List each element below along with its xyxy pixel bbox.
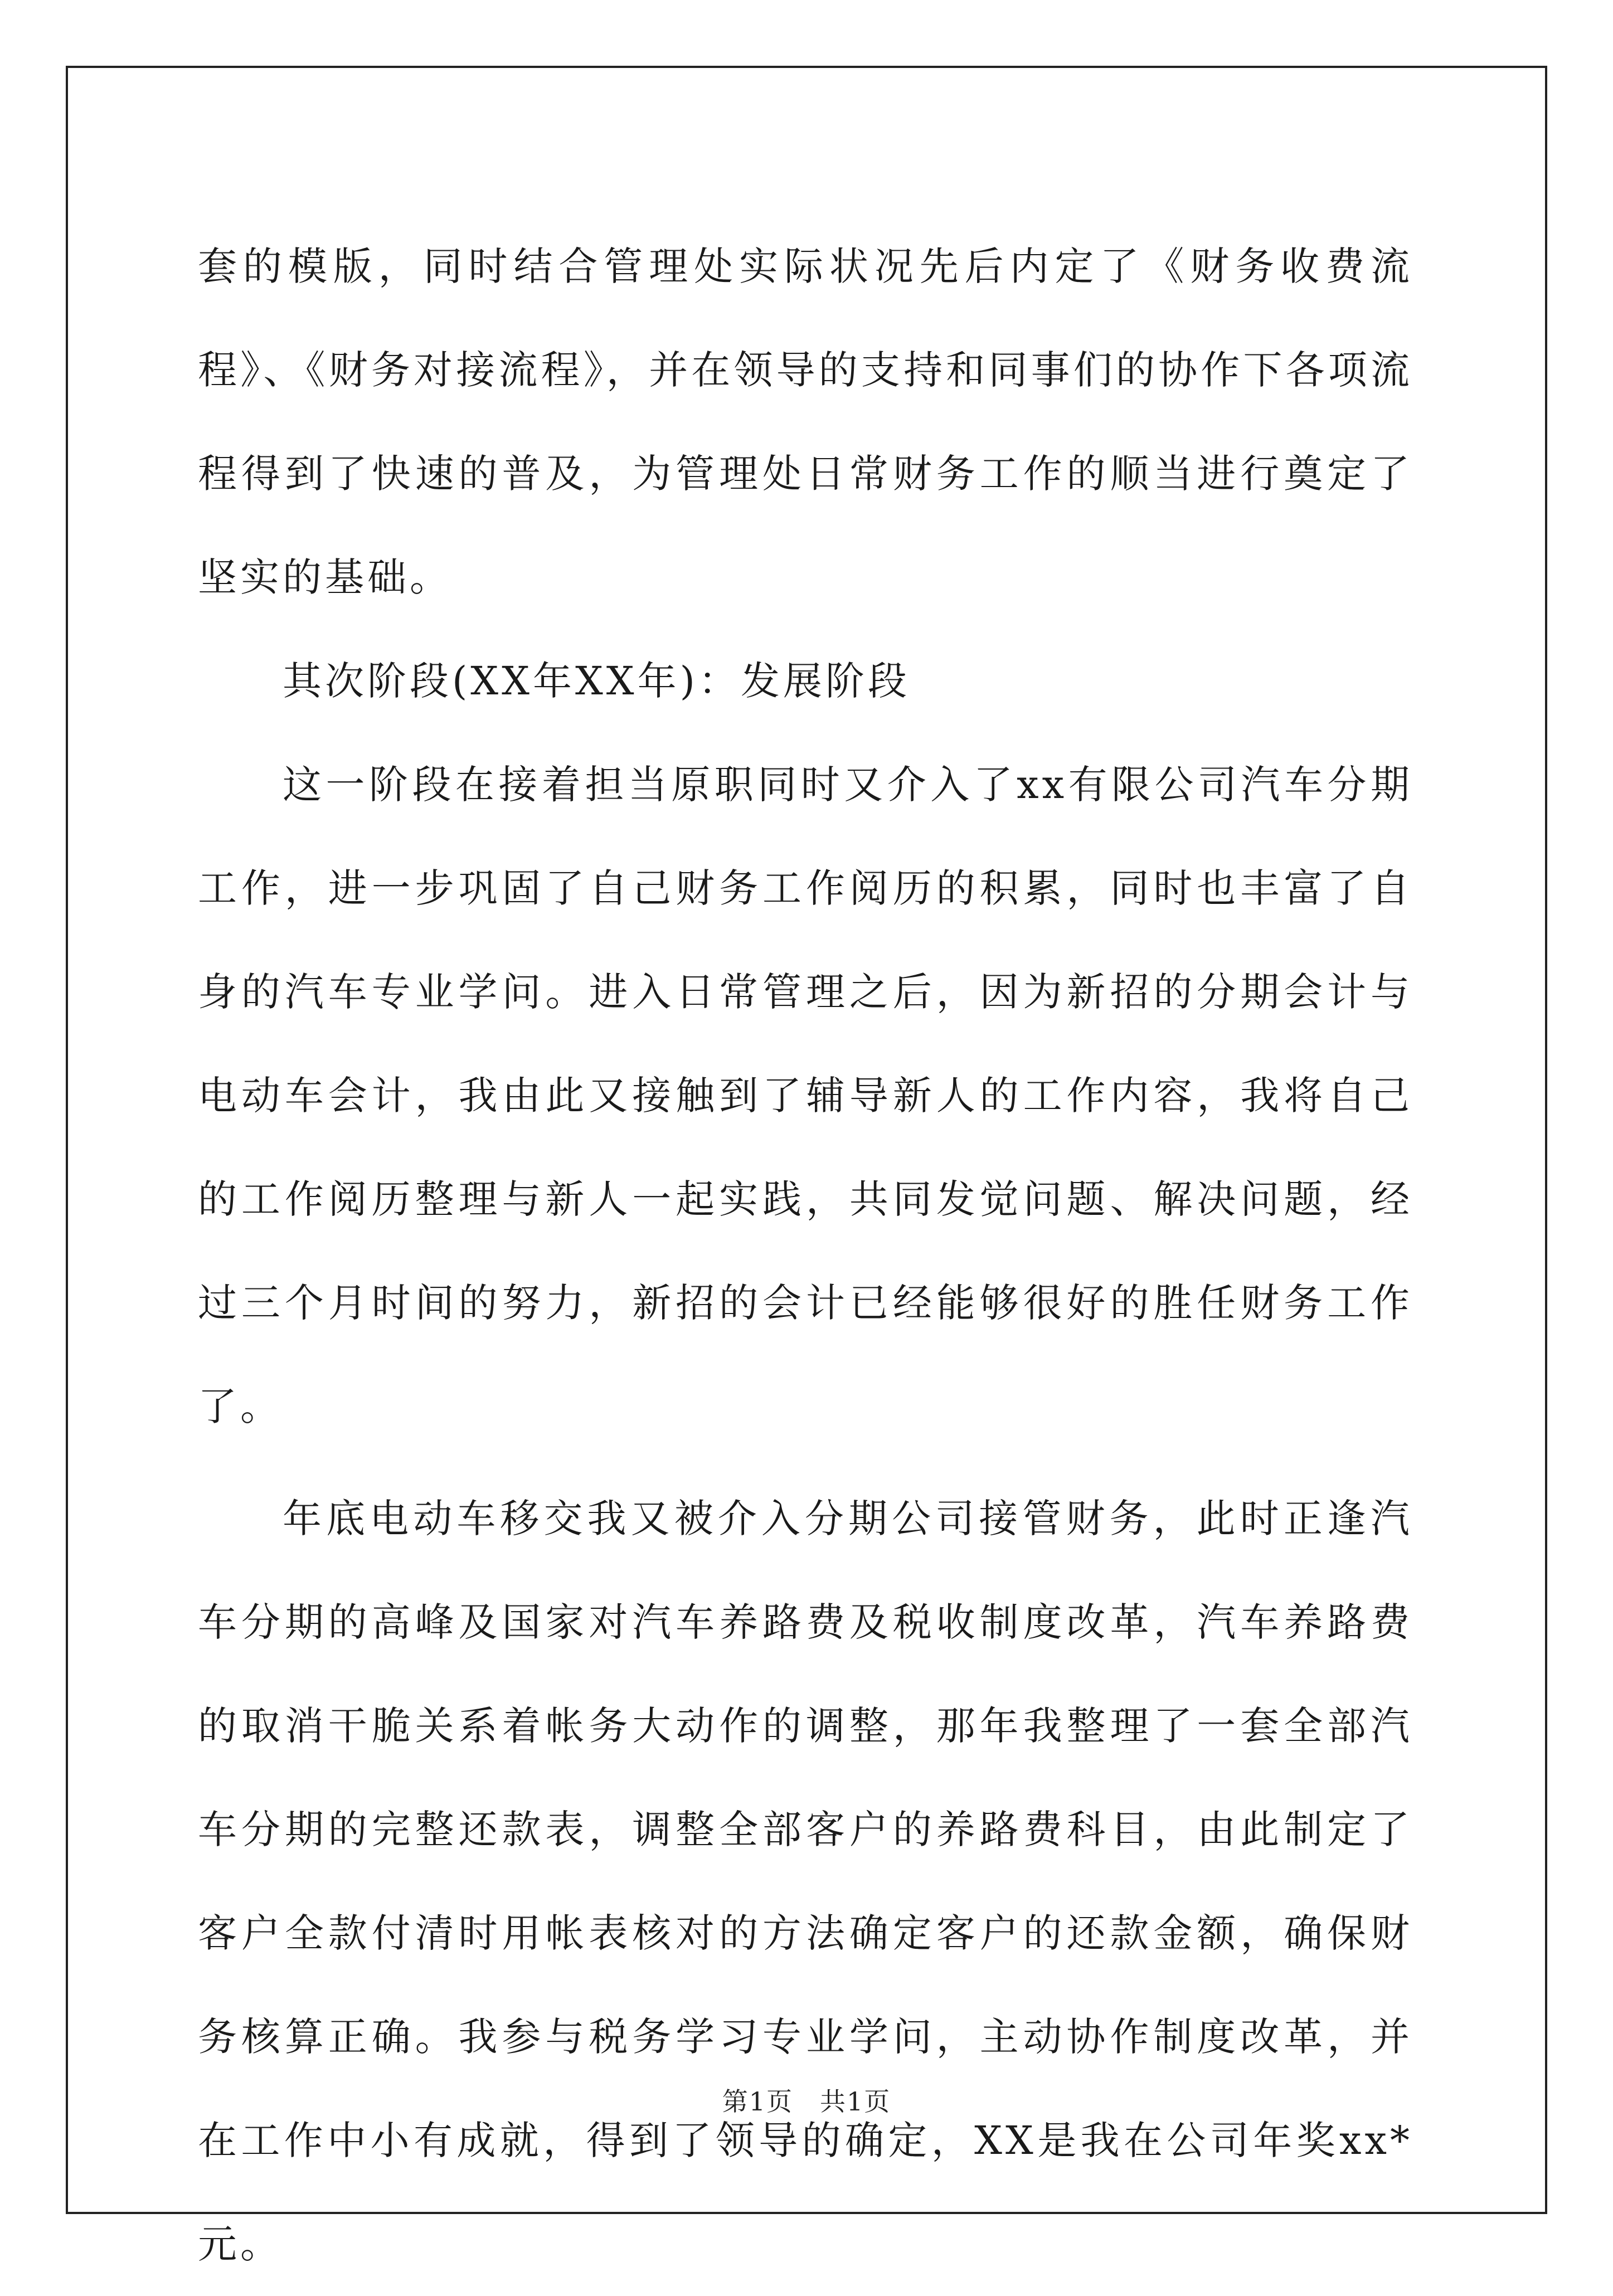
page-footer: 第1页 共1页 <box>722 2086 891 2117</box>
document-body <box>198 215 1413 2296</box>
paragraph-year-end: 年底电动车移交我又被介入分期公司接管财务，此时正逢汽车分期的高峰及国家对汽车养路费及税收制度改革，汽车养路费的取消干脆关系着帐务大动作的调整，那年我整理了一套全部汽车分期的完整还款表，调整全部客户的养路费科目，由此制定了客户全款付清时用帐表核对的方法确定客户的还款金额，确保财务核算正确。我参与税务学习专业学问，主动协作制度改革，并在工作中小有成就，得到了领导的确定，XX是我在公司年奖xx*元。 <box>198 1496 1413 2267</box>
section-heading: 其次阶段(XX年XX年)：发展阶段 <box>283 658 910 704</box>
paragraph-development-stage: 这一阶段在接着担当原职同时又介入了xx有限公司汽车分期工作，进一步巩固了自己财务工作阅历的积累，同时也丰富了自身的汽车专业学问。进入日常管理之后，因为新招的分期会计与电动车会计，我由此又接触到了辅导新人的工作内容，我将自己的工作阅历整理与新人一起实践，共同发觉问题、解决问题，经过三个月时间的努力，新招的会计已经能够很好的胜任财务工作了。 <box>198 762 1413 1429</box>
paragraph-continued: 套的模版，同时结合管理处实际状况先后内定了《财务收费流程》、《财务对接流程》，并在领导的支持和同事们的协作下各项流程得到了快速的普及，为管理处日常财务工作的顺当进行奠定了坚实的基础。 <box>198 244 1413 600</box>
